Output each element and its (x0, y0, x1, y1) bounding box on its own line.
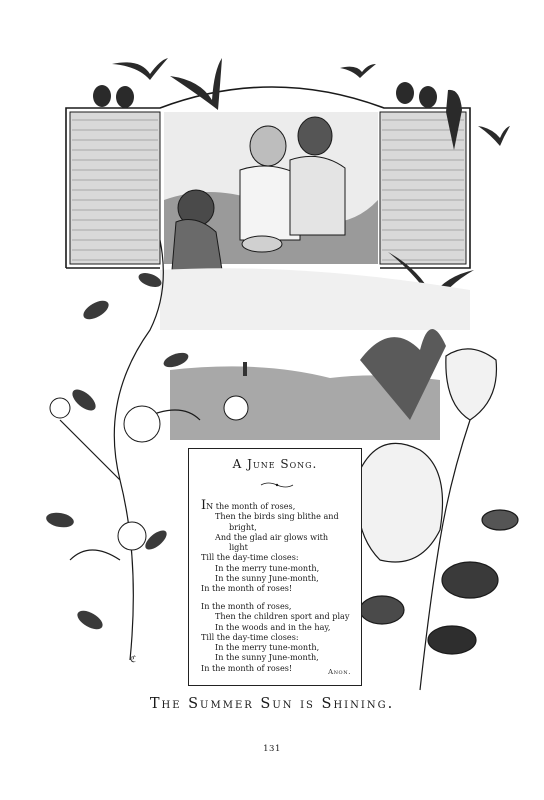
poem-line: And the glad air glows with (215, 531, 329, 542)
poem-author: Anon. (328, 668, 351, 676)
poem-line: In the month of roses! (201, 583, 293, 594)
poem-line: Then the birds sing blithe and (215, 511, 339, 522)
poem-line: In the merry tune-month, (215, 642, 320, 653)
poem-line: In the month of roses, (201, 601, 292, 611)
stanza-1 (201, 498, 353, 594)
poem-line: light (229, 542, 248, 553)
poem-line: In the woods and in the hay, (215, 621, 331, 632)
children-scene (164, 112, 378, 270)
landscape (160, 268, 470, 440)
poem-line: N the month of roses, (206, 501, 296, 511)
stanza-2 (201, 601, 353, 673)
poem-title: A June Song. (232, 457, 318, 471)
poem-line: In the sunny June-month, (215, 573, 319, 584)
page-number: 131 (263, 744, 281, 754)
poem-line: In the merry tune-month, (215, 562, 320, 573)
poem-line: In the month of roses! (201, 662, 293, 673)
ornament-flourish (259, 481, 295, 489)
artist-monogram: ℭ (130, 655, 137, 665)
poem-line: Till the day-time closes: (201, 552, 299, 563)
drop-cap: I (201, 498, 207, 513)
poem-line: Then the children sport and play (215, 611, 350, 622)
poem-line: Till the day-time closes: (201, 631, 299, 642)
poem-line: In the sunny June-month, (215, 652, 319, 663)
illustration-caption: The Summer Sun is Shining. (149, 696, 395, 712)
poem-panel (188, 448, 362, 686)
poem-line: bright, (229, 521, 257, 532)
